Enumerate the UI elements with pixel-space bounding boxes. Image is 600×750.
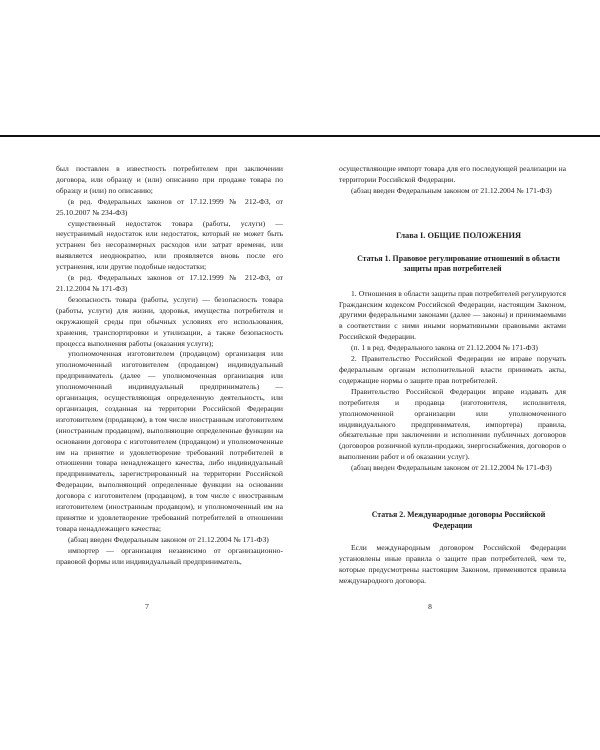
- article-1-title: Статья 1. Правовое регулирование отношений в области защиты прав потребителей: [357, 253, 560, 274]
- left-paragraph: (в ред. Федеральных законов от 17.12.1999 № 212-ФЗ, от 25.10.2007 № 234-ФЗ): [56, 196, 283, 217]
- article-2-title: Статья 2. Международные договоры Российской Федерации: [371, 510, 546, 530]
- article-1-paragraph: (абзац введен Федеральным законом от 21.12.2004 № 171-ФЗ): [351, 463, 552, 473]
- article-1-paragraph: Правительство Российской Федерации вправе издавать для потребителя и продавца (изготовителя, исполнителя, уполномоченной организации или уполномоченного индивидуального предпринимателя, импортера) правила, обязательные при заключении и исполнении публичных договоров (договоров розничной купли-продажи, энергоснабжения, договоров о выполнении работ и об оказании услуг).: [339, 386, 566, 462]
- left-paragraph: импортер — организация независимо от организационно-правовой формы или индивидуальный предприниматель,: [56, 545, 283, 566]
- chapter-title: Глава I. ОБЩИЕ ПОЛОЖЕНИЯ: [395, 230, 522, 240]
- article-1-paragraph: (п. 1 в ред. Федерального закона от 21.12.2004 № 171-ФЗ): [351, 343, 538, 353]
- left-paragraph: безопасность товара (работы, услуги) — безопасность товара (работы, услуги) для жизни, здоровья, имущества потребителя и окружающей среды при обычных условиях его использования, хранения, транспортировки и утилизации, а также безопасность процесса выполнения работы (оказания услуги);: [56, 294, 283, 348]
- article-2-paragraph: Если международным договором Российской Федерации установлены иные правила о защите прав потребителей, чем те, которые предусмотрены настоящим Законом, применяются правила международного договора.: [339, 543, 566, 585]
- right-paragraph: (абзац введен Федеральным законом от 21.12.2004 № 171-ФЗ): [351, 185, 552, 195]
- left-page-text: [56, 164, 283, 568]
- right-paragraph: осуществляющие импорт товара для его последующей реализации на территории Российской Федерации.: [339, 164, 566, 184]
- page-number-right: 8: [428, 602, 432, 611]
- left-paragraph: существенный недостаток товара (работы, услуги) — неустранимый недостаток или недостаток, который не может быть устранен без несоразмерных расходов или затрат времени, или выявляется неоднократно, или проявляется вновь после его устранения, или другие подобные недостатки;: [56, 218, 283, 272]
- left-paragraph: был поставлен в известность потребителем при заключении договора, или образцу и (или) описанию при продаже товара по образцу и (или) по описанию;: [56, 164, 283, 195]
- top-rule: [0, 135, 600, 137]
- left-paragraph: уполномоченная изготовителем (продавцом) организация или уполномоченный изготовителем (продавцом) индивидуальный предприниматель (далее — уполномоченная организация или уполномоченный индивидуальный предприниматель) — организация, осуществляющая определенную деятельность, или организация, созданная на территории Российской Федерации изготовителем (продавцом), в том числе иностранным изготовителем (иностранным продавцом), выполняющие определенные функции на основании договора с изготовителем (продавцом) и уполномоченные им на принятие и удовлетворение требований потребителей в отношении товара ненадлежащего качества, либо индивидуальный предприниматель, зарегистрированный на территории Российской Федерации, выполняющий определенные функции на основании договора с изготовителем (продавцом), в том числе с иностранным изготовителем (иностранным продавцом), и уполномоченный им на принятие и удовлетворение требований потребителей в отношении товара ненадлежащего качества;: [56, 349, 283, 533]
- page-number-left: 7: [145, 602, 149, 611]
- article-1-paragraph: 1. Отношения в области защиты прав потребителей регулируются Гражданским кодексом Российской Федерации, настоящим Законом, другими федеральными законами (далее — законы) и принимаемыми в соответствии с ними иными нормативными правовыми актами Российской Федерации.: [339, 288, 566, 342]
- right-page-text: [339, 164, 566, 587]
- article-1-paragraph: 2. Правительство Российской Федерации не вправе поручать федеральным органам исполнительной власти принимать акты, содержащие нормы о защите прав потребителей.: [339, 354, 566, 385]
- left-paragraph: (в ред. Федеральных законов от 17.12.1999 № 212-ФЗ, от 21.12.2004 № 171-ФЗ): [56, 273, 283, 293]
- left-paragraph: (абзац введен Федеральным законом от 21.12.2004 № 171-ФЗ): [68, 534, 269, 544]
